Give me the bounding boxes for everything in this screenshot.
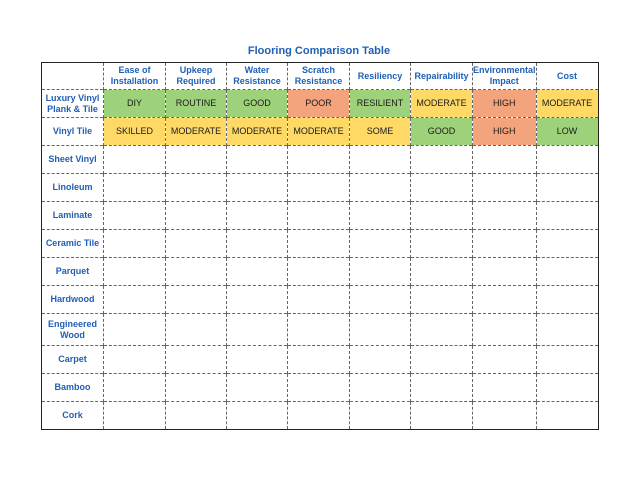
- table-cell: [536, 258, 598, 286]
- table-cell: SOME: [350, 118, 411, 146]
- table-cell: [350, 286, 411, 314]
- table-cell: [350, 230, 411, 258]
- table-cell: [411, 146, 473, 174]
- table-cell: [350, 346, 411, 374]
- table-cell: MODERATE: [166, 118, 227, 146]
- table-row: [42, 314, 599, 346]
- table-cell: [166, 258, 227, 286]
- table-row: [42, 258, 599, 286]
- table-cell: [166, 314, 227, 346]
- row-label: Carpet: [42, 346, 104, 374]
- table-cell: [288, 202, 350, 230]
- table-cell: [227, 202, 288, 230]
- table-cell: [104, 286, 166, 314]
- table-cell: [104, 402, 166, 430]
- table-cell: [166, 230, 227, 258]
- table-cell: HIGH: [473, 90, 537, 118]
- table-cell: [350, 202, 411, 230]
- table-cell: [227, 346, 288, 374]
- table-cell: [350, 314, 411, 346]
- table-cell: [473, 346, 537, 374]
- table-row: [42, 230, 599, 258]
- table-cell: [104, 202, 166, 230]
- table-row: [42, 174, 599, 202]
- table-cell: [288, 402, 350, 430]
- table-cell: [350, 374, 411, 402]
- table-cell: MODERATE: [411, 90, 473, 118]
- table-cell: [104, 174, 166, 202]
- table-row: [42, 146, 599, 174]
- table-cell: RESILIENT: [350, 90, 411, 118]
- table-cell: [166, 174, 227, 202]
- table-cell: [536, 202, 598, 230]
- table-cell: [227, 230, 288, 258]
- table-cell: [104, 258, 166, 286]
- table-cell: [104, 146, 166, 174]
- table-cell: [350, 174, 411, 202]
- table-cell: MODERATE: [288, 118, 350, 146]
- table-cell: [473, 314, 537, 346]
- row-label: Bamboo: [42, 374, 104, 402]
- table-cell: [104, 230, 166, 258]
- table-row: [42, 346, 599, 374]
- row-label: Ceramic Tile: [42, 230, 104, 258]
- row-label: Hardwood: [42, 286, 104, 314]
- table-cell: [288, 146, 350, 174]
- table-row: [42, 286, 599, 314]
- table-cell: [536, 146, 598, 174]
- table-cell: POOR: [288, 90, 350, 118]
- table-cell: [350, 146, 411, 174]
- table-cell: [411, 230, 473, 258]
- table-cell: [411, 402, 473, 430]
- table-cell: [227, 314, 288, 346]
- table-cell: [104, 314, 166, 346]
- table-cell: DIY: [104, 90, 166, 118]
- table-cell: SKILLED: [104, 118, 166, 146]
- column-header: Ease of Installation: [104, 63, 166, 90]
- table-cell: [104, 374, 166, 402]
- table-title: Flooring Comparison Table: [247, 45, 391, 57]
- comparison-table: [41, 62, 599, 430]
- table-cell: [227, 402, 288, 430]
- table-cell: [536, 314, 598, 346]
- table-cell: [473, 258, 537, 286]
- table-cell: MODERATE: [536, 90, 598, 118]
- table-cell: [536, 174, 598, 202]
- table-cell: [473, 174, 537, 202]
- table-row: [42, 402, 599, 430]
- table-cell: GOOD: [411, 118, 473, 146]
- column-header: Water Resistance: [227, 63, 288, 90]
- column-header: Cost: [536, 63, 598, 90]
- table-cell: [473, 202, 537, 230]
- row-label: Sheet Vinyl: [42, 146, 104, 174]
- table-cell: [288, 346, 350, 374]
- table-cell: [473, 402, 537, 430]
- column-header: Repairability: [411, 63, 473, 90]
- table-cell: [411, 202, 473, 230]
- table-cell: [166, 202, 227, 230]
- table-cell: [411, 258, 473, 286]
- table-cell: [473, 286, 537, 314]
- table-cell: ROUTINE: [166, 90, 227, 118]
- table-cell: [411, 314, 473, 346]
- table-cell: [227, 258, 288, 286]
- row-label: Parquet: [42, 258, 104, 286]
- table-cell: [411, 286, 473, 314]
- table-cell: [536, 286, 598, 314]
- table-cell: [288, 314, 350, 346]
- table-cell: MODERATE: [227, 118, 288, 146]
- table-cell: [166, 402, 227, 430]
- column-header: Environmental Impact: [473, 63, 537, 90]
- table-cell: [411, 346, 473, 374]
- table-cell: [411, 374, 473, 402]
- table-cell: [473, 146, 537, 174]
- column-header: Upkeep Required: [166, 63, 227, 90]
- row-label: Cork: [42, 402, 104, 430]
- table-cell: [536, 374, 598, 402]
- row-label: Engineered Wood: [42, 314, 104, 346]
- table-cell: HIGH: [473, 118, 537, 146]
- table-cell: [227, 286, 288, 314]
- table-cell: [536, 230, 598, 258]
- table-cell: [473, 230, 537, 258]
- table-cell: [227, 146, 288, 174]
- row-label: Luxury Vinyl Plank & Tile: [42, 90, 104, 118]
- table-cell: [166, 346, 227, 374]
- table-cell: [350, 402, 411, 430]
- table-row: [42, 374, 599, 402]
- table-cell: [411, 174, 473, 202]
- row-label: Vinyl Tile: [42, 118, 104, 146]
- table-cell: [227, 374, 288, 402]
- table-cell: [288, 258, 350, 286]
- column-header: Scratch Resistance: [288, 63, 350, 90]
- table-cell: [166, 374, 227, 402]
- table-row: [42, 118, 599, 146]
- table-cell: [350, 258, 411, 286]
- corner-cell: [42, 63, 104, 90]
- row-label: Linoleum: [42, 174, 104, 202]
- row-label: Laminate: [42, 202, 104, 230]
- table-cell: [166, 146, 227, 174]
- table-row: [42, 90, 599, 118]
- table-cell: [104, 346, 166, 374]
- table-cell: [536, 346, 598, 374]
- header-row: [42, 63, 599, 90]
- table-cell: [288, 230, 350, 258]
- column-header: Resiliency: [350, 63, 411, 90]
- table-cell: [288, 286, 350, 314]
- table-cell: [166, 286, 227, 314]
- table-cell: [227, 174, 288, 202]
- table-row: [42, 202, 599, 230]
- table-cell: [536, 402, 598, 430]
- table-cell: GOOD: [227, 90, 288, 118]
- table-cell: LOW: [536, 118, 598, 146]
- table-cell: [473, 374, 537, 402]
- table-cell: [288, 374, 350, 402]
- table-cell: [288, 174, 350, 202]
